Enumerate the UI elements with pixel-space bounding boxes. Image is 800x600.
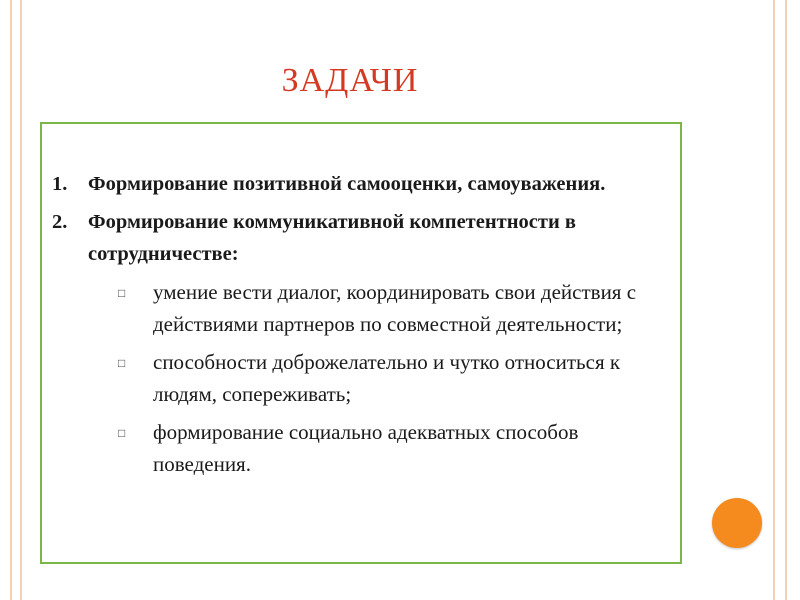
sub-item [118,276,670,340]
numbered-item [52,206,670,270]
content-box [40,122,682,564]
sub-list [118,276,670,480]
content-list [52,168,670,486]
item-text: Формирование позитивной самооценки, самоуважения. [88,173,606,195]
bullet-icon: □ [118,356,126,370]
sub-item-text: умение вести диалог, координировать свои действия с действиями партнеров по совместной деятельности; [153,280,637,336]
item-number: 2. [52,211,68,233]
bullet-icon: □ [118,286,126,300]
decorative-circle [712,498,762,548]
frame-line-right-1 [773,0,775,600]
numbered-item [52,168,670,200]
bullet-icon: □ [118,426,126,440]
item-number: 1. [52,173,68,195]
sub-item-text: формирование социально адекватных способов поведения. [153,420,579,476]
slide-title: ЗАДАЧИ [281,62,419,99]
sub-item [118,416,670,480]
frame-line-right-2 [785,0,787,600]
item-text: Формирование коммуникативной компетентности в сотрудничестве: [88,211,576,265]
sub-item [118,346,670,410]
sub-item-text: способности доброжелательно и чутко относиться к людям, сопереживать; [153,350,621,406]
